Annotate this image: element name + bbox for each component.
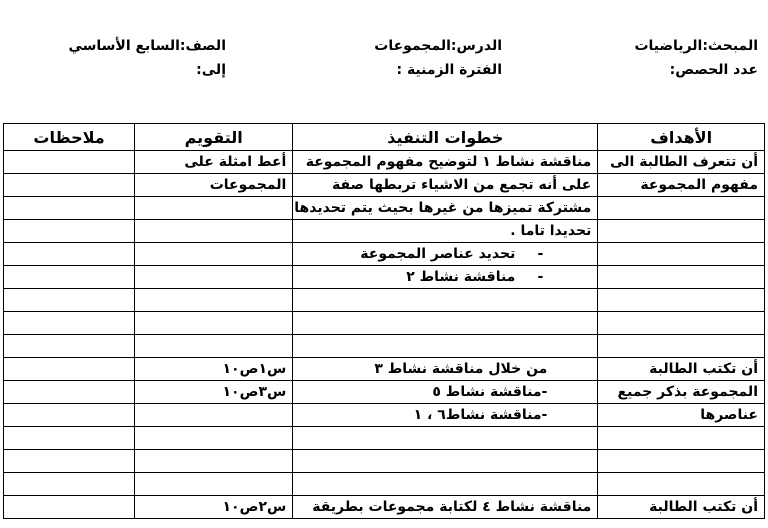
header-steps: خطوات التنفيذ [293,124,598,151]
step-cell: تحديدا تاما . [293,220,598,243]
grade-label: الصف:السابع الأساسي [68,38,226,54]
evaluation-cell [135,266,293,289]
notes-cell [4,151,135,174]
table-row [4,220,765,243]
timeframe-label: الفترة الزمنية : [396,62,502,78]
notes-cell [4,427,135,450]
subject-label: المبحث:الرياضيات [634,38,758,54]
step-text: تحديد عناصر المجموعة [360,246,516,262]
table-row [4,450,765,473]
table-row [4,473,765,496]
table-header-row [4,124,765,151]
periods-label: عدد الحصص: [669,62,758,78]
notes-cell [4,473,135,496]
objective-cell: أن تكتب الطالبة [598,496,765,519]
objective-cell [598,427,765,450]
bullet-marker: - [537,269,544,285]
step-cell: على أنه تجمع من الاشياء تربطها صفة [293,174,598,197]
evaluation-cell [135,450,293,473]
header-objectives: الأهداف [598,124,765,151]
header-evaluation: التقويم [135,124,293,151]
evaluation-cell: س٣ص١٠ [135,381,293,404]
table-row [4,266,765,289]
evaluation-cell: المجموعات [135,174,293,197]
objective-cell [598,197,765,220]
notes-cell [4,197,135,220]
objective-cell: أن تتعرف الطالبة الى [598,151,765,174]
evaluation-cell: س١ص١٠ [135,358,293,381]
table-row [4,151,765,174]
table-row [4,174,765,197]
step-cell [293,312,598,335]
step-text: مناقشة نشاط ٢ [406,269,516,285]
evaluation-cell: أعط امثلة على [135,151,293,174]
objective-cell: عناصرها [598,404,765,427]
to-label: إلى: [196,62,226,78]
step-cell [293,266,598,289]
notes-cell [4,381,135,404]
step-cell: مناقشة نشاط ٤ لكتابة مجموعات بطريقة [293,496,598,519]
evaluation-cell [135,312,293,335]
step-cell [293,427,598,450]
step-cell [293,473,598,496]
lesson-plan-table [3,123,765,519]
step-cell [293,335,598,358]
step-cell: -مناقشة نشاط ٥ [293,381,598,404]
evaluation-cell [135,473,293,496]
notes-cell [4,312,135,335]
evaluation-cell [135,197,293,220]
objective-cell [598,220,765,243]
notes-cell [4,496,135,519]
table-row [4,358,765,381]
evaluation-cell [135,427,293,450]
step-cell: مشتركة تميزها من غيرها بحيث يتم تحديدها [293,197,598,220]
notes-cell [4,289,135,312]
table-row [4,427,765,450]
evaluation-cell [135,289,293,312]
header-notes: ملاحظات [4,124,135,151]
evaluation-cell [135,220,293,243]
objective-cell [598,473,765,496]
evaluation-cell: س٢ص١٠ [135,496,293,519]
step-cell: -مناقشة نشاط٦ ، ١ [293,404,598,427]
notes-cell [4,335,135,358]
table-row [4,496,765,519]
objective-cell: أن تكتب الطالبة [598,358,765,381]
table-row [4,381,765,404]
evaluation-cell [135,404,293,427]
step-cell [293,243,598,266]
notes-cell [4,266,135,289]
notes-cell [4,404,135,427]
table-row [4,289,765,312]
step-cell [293,289,598,312]
evaluation-cell [135,243,293,266]
lesson-label: الدرس:المجموعات [374,38,502,54]
bullet-marker: - [537,246,544,262]
objective-cell: مفهوم المجموعة [598,174,765,197]
notes-cell [4,358,135,381]
notes-cell [4,174,135,197]
notes-cell [4,220,135,243]
table-row [4,404,765,427]
evaluation-cell [135,335,293,358]
objective-cell [598,335,765,358]
step-cell: مناقشة نشاط ١ لتوضيح مفهوم المجموعة [293,151,598,174]
objective-cell [598,312,765,335]
objective-cell [598,450,765,473]
step-cell [293,450,598,473]
objective-cell [598,243,765,266]
step-cell: من خلال مناقشة نشاط ٣ [293,358,598,381]
objective-cell [598,266,765,289]
notes-cell [4,450,135,473]
notes-cell [4,243,135,266]
objective-cell [598,289,765,312]
table-row [4,312,765,335]
table-row [4,335,765,358]
objective-cell: المجموعة بذكر جميع [598,381,765,404]
table-row [4,243,765,266]
table-row [4,197,765,220]
